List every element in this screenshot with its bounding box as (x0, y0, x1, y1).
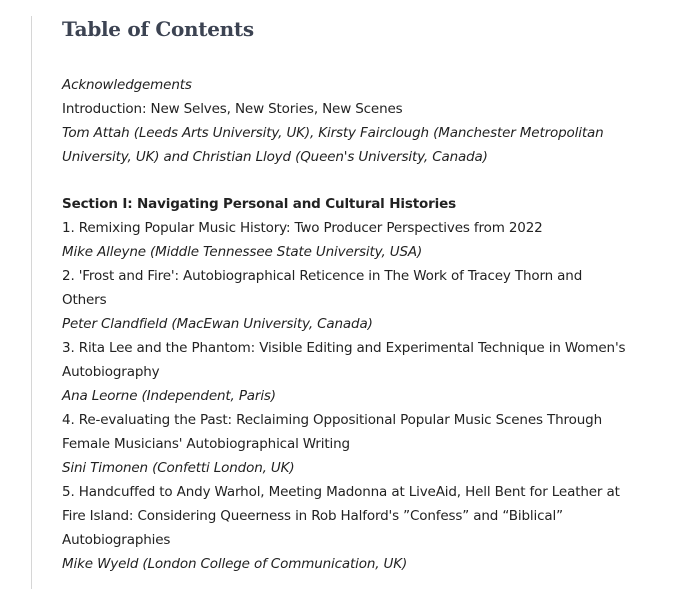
chapter-3-title-cont: Autobiography (62, 364, 160, 380)
chapter-1-author: Mike Alleyne (Middle Tennessee State University, USA) (62, 244, 423, 260)
chapter-2-author: Peter Clandfield (MacEwan University, Canada) (62, 316, 373, 332)
spacer (62, 169, 658, 192)
page-title: Table of Contents (62, 17, 254, 41)
chapter-4-title: 4. Re-evaluating the Past: Reclaiming Oppositional Popular Music Scenes Through (62, 412, 602, 428)
chapter-5-title: 5. Handcuffed to Andy Warhol, Meeting Madonna at LiveAid, Hell Bent for Leather at (62, 484, 620, 500)
toc-introduction-title: Introduction: New Selves, New Stories, New Scenes (62, 101, 403, 117)
section-heading: Section I: Navigating Personal and Cultural Histories (62, 196, 457, 212)
chapter-2-title: 2. 'Frost and Fire': Autobiographical Reticence in The Work of Tracey Thorn and (62, 268, 583, 284)
chapter-4-title-cont: Female Musicians' Autobiographical Writing (62, 436, 350, 452)
toc-introduction-authors: Tom Attah (Leeds Arts University, UK), Kirsty Fairclough (Manchester Metropolitan (62, 125, 604, 141)
chapter-3-author: Ana Leorne (Independent, Paris) (62, 388, 276, 404)
left-border-rule (31, 16, 32, 589)
chapter-5-title-cont-2: Autobiographies (62, 532, 171, 548)
chapter-2-title-cont: Others (62, 292, 107, 308)
toc-introduction-authors-cont: University, UK) and Christian Lloyd (Queen's University, Canada) (62, 149, 488, 165)
toc-acknowledgements: Acknowledgements (62, 77, 192, 93)
chapter-5-author: Mike Wyeld (London College of Communication, UK) (62, 556, 408, 572)
chapter-1-title: 1. Remixing Popular Music History: Two Producer Perspectives from 2022 (62, 220, 543, 236)
chapter-4-author: Sini Timonen (Confetti London, UK) (62, 460, 295, 476)
chapter-5-title-cont: Fire Island: Considering Queerness in Rob Halford's ”Confess” and “Biblical” (62, 508, 563, 524)
chapter-3-title: 3. Rita Lee and the Phantom: Visible Editing and Experimental Technique in Women's (62, 340, 626, 356)
toc-content (62, 14, 658, 576)
